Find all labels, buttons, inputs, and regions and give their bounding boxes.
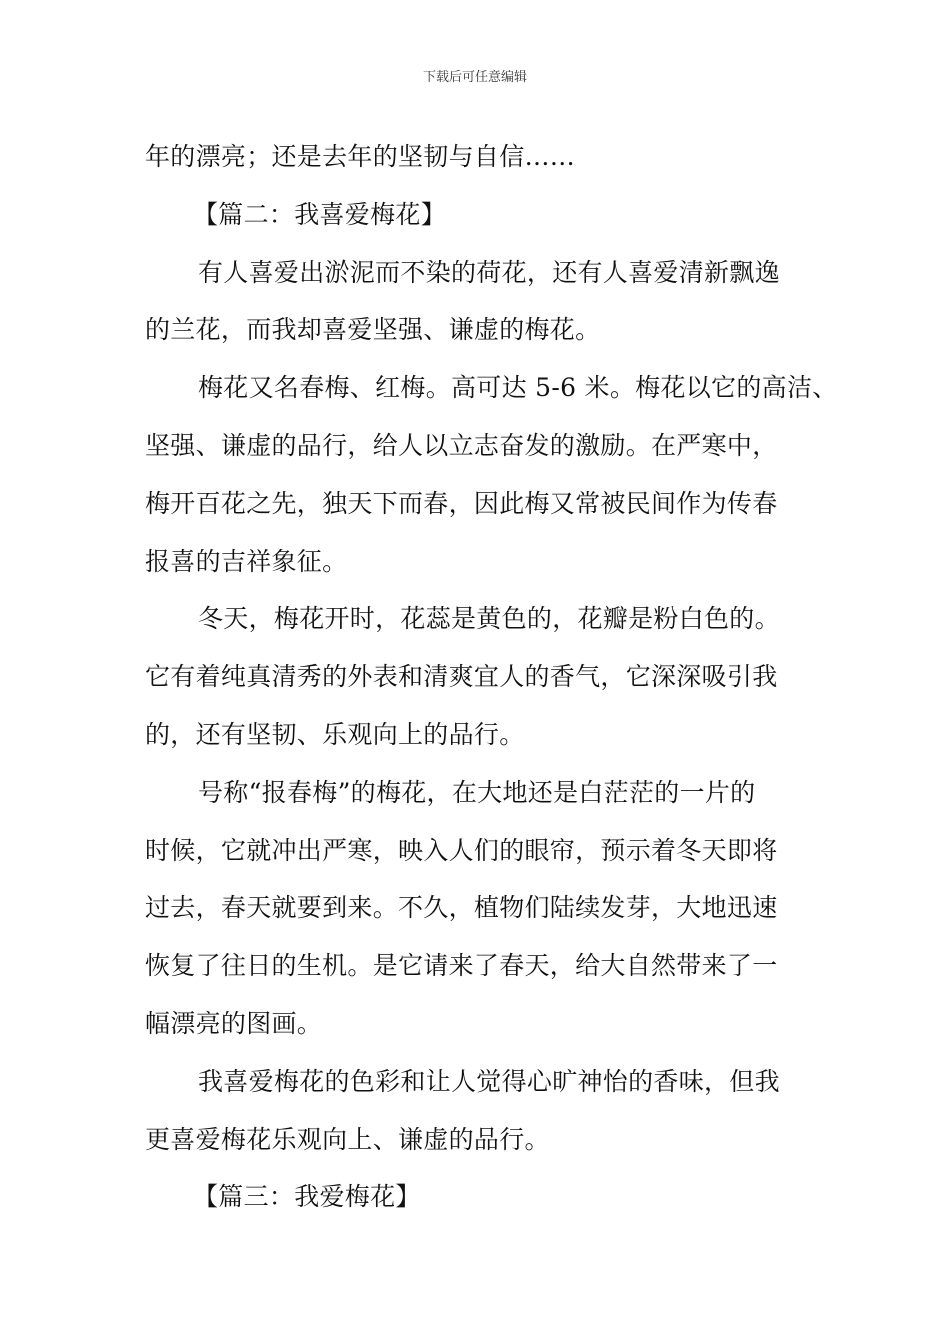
text-line: 它有着纯真清秀的外表和清爽宜人的香气，它深深吸引我 (145, 662, 778, 692)
text-line: 过去，春天就要到来。不久，植物们陆续发芽，大地迅速 (145, 893, 778, 923)
text-line: 恢复了往日的生机。是它请来了春天，给大自然带来了一 (145, 951, 778, 981)
paragraph-start-line: 我喜爱梅花的色彩和让人觉得心旷神怡的香味，但我 (198, 1066, 780, 1096)
paragraph-start-line: 冬天，梅花开时，花蕊是黄色的，花瓣是粉白色的。 (198, 604, 780, 634)
document-body (145, 128, 838, 1226)
paragraph-start-line: 梅花又名春梅、红梅。高可达 5-6 米。梅花以它的高洁、 (198, 373, 838, 403)
text-line: 更喜爱梅花乐观向上、谦虚的品行。 (145, 1124, 550, 1154)
text-line: 时候，它就冲出严寒，映入人们的眼帘，预示着冬天即将 (145, 835, 778, 865)
text-line: 的兰花，而我却喜爱坚强、谦虚的梅花。 (145, 315, 601, 345)
text-line: 年的漂亮；还是去年的坚韧与自信…… (145, 142, 576, 171)
section-heading-2: 【篇二：我喜爱梅花】 (193, 199, 447, 229)
text-line: 坚强、谦虚的品行，给人以立志奋发的激励。在严寒中， (145, 430, 778, 460)
page-header-note: 下载后可任意编辑 (422, 70, 527, 85)
text-line: 的，还有坚韧、乐观向上的品行。 (145, 719, 525, 749)
text-line: 幅漂亮的图画。 (145, 1008, 323, 1038)
section-heading-3: 【篇三：我爱梅花】 (193, 1182, 421, 1212)
paragraph-start-line: 有人喜爱出淤泥而不染的荷花，还有人喜爱清新飘逸 (198, 257, 780, 287)
paragraph-start-line: 号称“报春梅”的梅花，在大地还是白茫茫的一片的 (198, 777, 756, 807)
text-line: 报喜的吉祥象征。 (145, 546, 348, 576)
text-line: 梅开百花之先，独天下而春，因此梅又常被民间作为传春 (145, 488, 778, 518)
